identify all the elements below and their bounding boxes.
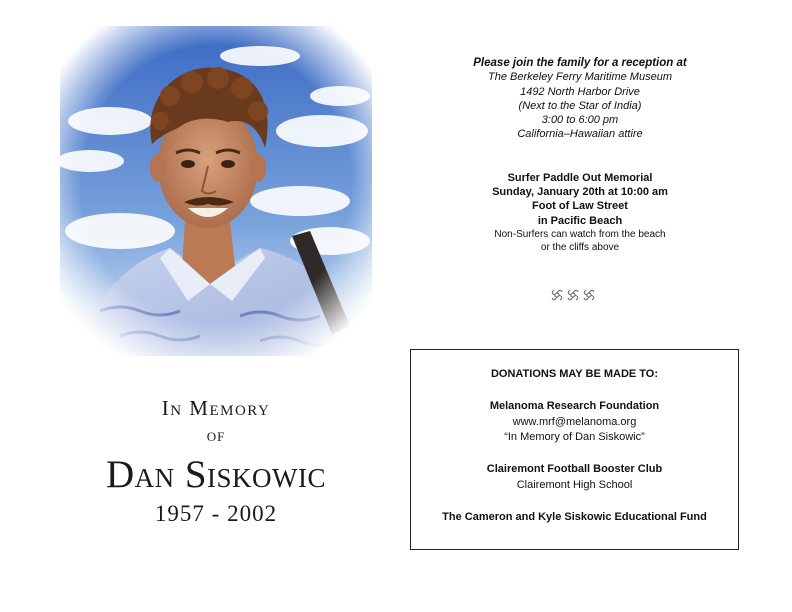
- reception-attire: California–Hawaiian attire: [517, 128, 643, 141]
- hibiscus-ornament-icon: [548, 285, 598, 305]
- reception-info: [418, 56, 742, 142]
- reception-venue: The Berkeley Ferry Maritime Museum: [488, 71, 672, 84]
- org1-name: Melanoma Research Foundation: [489, 399, 660, 412]
- donations-box: [410, 349, 739, 550]
- paddle-out-info: [418, 171, 742, 254]
- portrait-photo: [60, 26, 372, 356]
- paddle-out-location: Foot of Law Street: [532, 200, 628, 213]
- reception-time: 3:00 to 6:00 pm: [541, 114, 619, 127]
- deceased-name: Dan Siskowic: [105, 453, 327, 496]
- in-memory-text: In Memory: [161, 396, 271, 420]
- org1-memo: “In Memory of Dan Siskowic”: [504, 431, 645, 444]
- paddle-out-note-2: or the cliffs above: [540, 241, 620, 253]
- paddle-out-area: in Pacific Beach: [537, 214, 623, 227]
- portrait-illustration: [60, 26, 372, 356]
- of-text: of: [206, 425, 226, 446]
- paddle-out-date: Sunday, January 20th at 10:00 am: [492, 186, 668, 199]
- paddle-out-note-1: Non-Surfers can watch from the beach: [494, 228, 666, 240]
- reception-address: 1492 North Harbor Drive: [520, 85, 640, 98]
- reception-landmark: (Next to the Star of India): [518, 99, 642, 112]
- memorial-title-block: [60, 393, 372, 529]
- life-years: 1957 - 2002: [154, 501, 278, 526]
- donations-title: DONATIONS MAY BE MADE TO:: [490, 368, 659, 380]
- org3-name: The Cameron and Kyle Siskowic Educational Fund: [442, 510, 707, 523]
- paddle-out-title: Surfer Paddle Out Memorial: [507, 172, 653, 184]
- org2-school: Clairemont High School: [516, 478, 633, 491]
- org1-email: www.mrf@melanoma.org: [512, 415, 637, 428]
- reception-heading: Please join the family for a reception at: [473, 57, 687, 69]
- org2-name: Clairemont Football Booster Club: [486, 463, 663, 476]
